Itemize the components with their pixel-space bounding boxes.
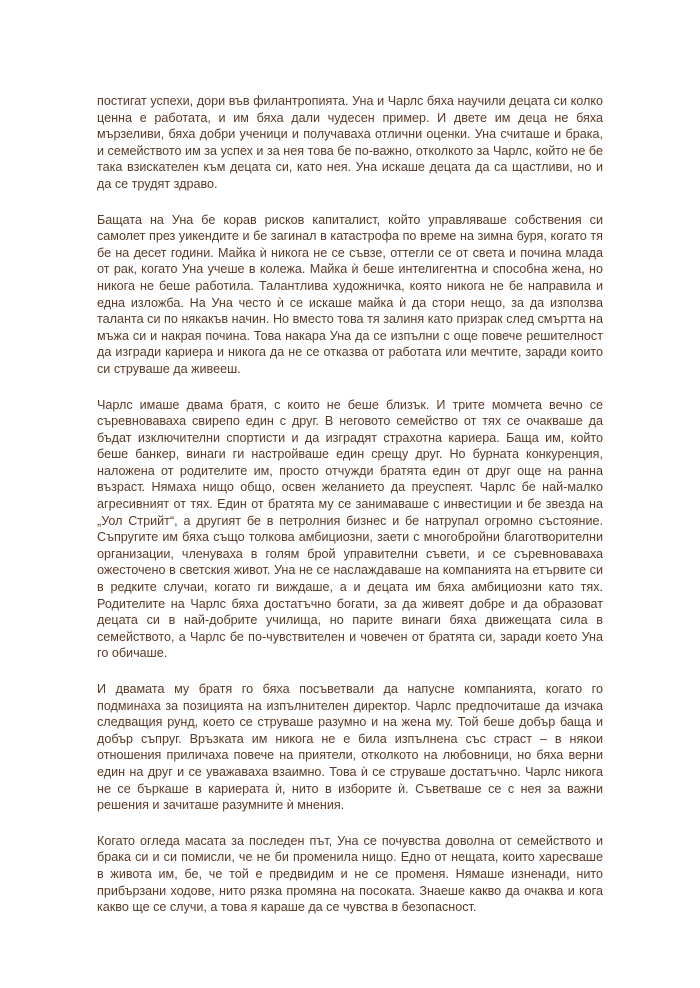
paragraph-5: Когато огледа масата за последен път, Уна се почувства доволна от семейството и брака си и си помисли, че не би променила нищо. Едно от нещата, които харесваше в живота им, бе, че той е предвидим и не се променя. Нямаше изненади, нито прибързани ходове, нито рязка промяна на посоката. Знаеше какво да очаква и кога какво ще се случи, а това я караше да се чувства в безопасност. [97,833,603,915]
paragraph-1: постигат успехи, дори във филантропията. Уна и Чарлс бяха научили децата си колко ценна е работата, и им бяха дали чудесен пример. И двете им деца не бяха мързеливи, бяха добри ученици и получаваха отлични оценки. Уна считаше и брака, и семейството им за успех и за нея това бе по-важно, отколкото за Чарлс, който не бе така взискателен към децата си, като нея. Уна искаше децата да са щастливи, но и да се трудят здраво. [97,94,603,191]
paragraph-3: Чарлс имаше двама братя, с които не беше близък. И трите момчета вечно се съревноваваха свирепо един с друг. В неговото семейство от тях се очакваше да бъдат изключителни спортисти и да изградят страхотна кариера. Баща им, който беше банкер, винаги ги настройваше един срещу друг. Но бурната конкуренция, наложена от родителите им, просто отчужди братята един от друг още на ранна възраст. Нямаха нищо общо, освен желанието да преуспеят. Чарлс бе най-малко агресивният от тях. Един от братята му се занимаваше с инвестиции и бе звезда на „Уол Стрийт“, а другият бе в петролния бизнес и бе натрупал огромно състояние. Съпругите им бяха също толкова амбициозни, заети с многобройни благотворителни организации, членуваха в голям брой управителни съвети, и се съревноваваха ожесточено в светския живот. Уна не се наслаждаваше на компанията на етървите си в редките случаи, когато ги виждаше, а и децата им бяха амбициозни като тях. Родителите на Чарлс бяха достатъчно богати, за да живеят добре и да образоват децата си в най-добрите училища, но парите винаги бяха движещата сила в семейството, а Чарлс бе по-чувствителен и човечен от братята си, заради което Уна го обичаше. [97,397,603,661]
document-page [97,93,603,935]
paragraph-2: Бащата на Уна бе корав рисков капиталист, който управляваше собствения си самолет през уикендите и бе загинал в катастрофа по време на зимна буря, когато тя бе на десет години. Майка ѝ никога не се съвзе, оттегли се от света и почина млада от рак, когато Уна учеше в колежа. Майка ѝ беше интелигентна и способна жена, но никога не беше работила. Талантлива художничка, която никога не бе направила и една изложба. На Уна често ѝ се искаше майка ѝ да стори нещо, за да използва таланта си по някакъв начин. Но вместо това тя залиня като призрак след смъртта на мъжа си и накрая почина. Това накара Уна да се изпълни с още повече решителност да изгради кариера и никога да не се отказва от работата или мечтите, заради които си струваше да живееш. [97,212,603,376]
paragraph-4: И двамата му братя го бяха посъветвали да напусне компанията, когато го подминаха за позицията на изпълнителен директор. Чарлс предпочиташе да изчака следващия рунд, което се струваше разумно и на жена му. Той беше добър баща и добър съпруг. Връзката им никога не е била изпълнена със страст – в някои отношения приличаха повече на приятели, отколкото на любовници, но бяха верни един на друг и се уважаваха взаимно. Това ѝ се струваше достатъчно. Чарлс никога не се бъркаше в кариерата ѝ, нито в изборите ѝ. Съветваше се с нея за важни решения и зачиташе разумните ѝ мнения. [97,682,603,813]
